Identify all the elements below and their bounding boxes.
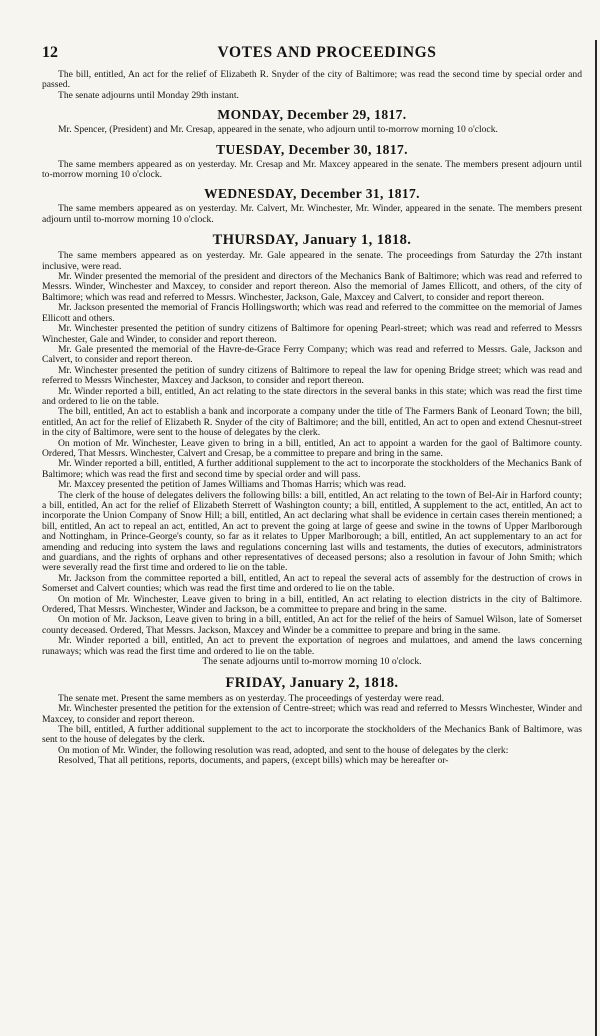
document-body [42, 70, 582, 767]
resolution-line: Resolved, That all petitions, reports, documents, and papers, (except bills) which may be hereafter or- [58, 756, 449, 767]
paragraph: On motion of Mr. Winder, the following resolution was read, adopted, and sent to the house of delegates by the clerk: [58, 744, 509, 756]
paragraph: The bill, entitled, An act to establish a bank and incorporate a company under the title of The Farmers Bank of Leonard Town; the bill, entitled, An act for the relief of Elizabeth R. Snyder of the city of Baltimore; and the bill, entitled, An act to open and extend Chesnut-street in the city of Baltimore, were sent to the house of delegates by the clerk. [42, 406, 582, 439]
paragraph: Mr. Jackson from the committee reported a bill, entitled, An act to repeal the several acts of assembly for the destruction of crows in Somerset and Calvert counties; which was read the first time and ordered to lie on the table. [42, 572, 582, 595]
date-heading: THURSDAY, January 1, 1818. [212, 232, 412, 249]
paragraph: Mr. Maxcey presented the petition of James Williams and Thomas Harris; which was read. [58, 479, 407, 491]
paragraph: Mr. Winder reported a bill, entitled, A further additional supplement to the act to incorporate the stockholders of the Mechanics Bank of Baltimore; which was read the first and second time by special order and will pass. [42, 458, 582, 480]
paragraph: Mr. Jackson presented the memorial of Francis Hollingsworth; which was read and referred to the committee on the memorial of James Ellicott and others. [42, 302, 582, 324]
paragraph: Mr. Winchester presented the petition of sundry citizens of Baltimore to repeal the law for opening Bridge street; which was read and referred to Messrs Winchester, Maxcey and Jackson, to consider and report thereon. [42, 364, 582, 387]
paragraph: The same members appeared as on yesterday. Mr. Calvert, Mr. Winchester, Mr. Winder, appeared in the senate. The members present adjourn until to-morrow morning 10 o'clock. [42, 203, 582, 225]
paragraph: The same members appeared as on yesterday. Mr. Cresap and Mr. Maxcey appeared in the senate. The members present adjourn until to-morrow morning 10 o'clock. [42, 158, 582, 181]
paragraph: The senate adjourns until Monday 29th instant. [58, 89, 239, 101]
paragraph: The clerk of the house of delegates delivers the following bills: a bill, entitled, An act relating to the town of Bel-Air in Harford county; a bill, entitled, An act for the relief of Elizabeth Sterrett of Washington county; a bill, entitled, A supplement to the act, entitled, An act to incorporate the Union Company of Snow Hill; a bill, entitled, An act declaring what shall be evidence in certain cases therein mentioned; a bill, entitled, An act to repeal an act, entitled, An act to prevent the going at large of geese and swine in the towns of Upper Marlborough and Nottingham, in Prince-George's county, so far as it relates to Upper Marlborough; a bill, entitled, An act supplementary to an act for amending and reducing into system the laws and regulations concerning last wills and testaments, the duties of executors, administrators and guardians, and the rights of orphans and other representatives of deceased persons; also a resolution in favour of John Smith; which were severally read the first time and ordered to lie on the table. [42, 489, 582, 574]
date-heading: MONDAY, December 29, 1817. [217, 107, 407, 123]
paragraph: Mr. Winchester presented the petition of sundry citizens of Baltimore for opening Pearl-street; which was read and referred to Messrs Winchester, Gale and Winder, to consider and report thereon. [42, 323, 582, 345]
paragraph: Mr. Winchester presented the petition for the extension of Centre-street; which was read and referred to Messrs Winchester, Winder and Maxcey, to consider and report thereon. [42, 703, 582, 725]
paragraph: Mr. Winder reported a bill, entitled, An act to prevent the exportation of negroes and mulattoes, and amend the laws concerning runaways; which was read the first time and ordered to lie on the table. [42, 635, 582, 657]
paragraph: Mr. Gale presented the memorial of the Havre-de-Grace Ferry Company; which was read and referred to Messrs. Gale, Jackson and Calvert, to consider and report thereon. [42, 343, 582, 366]
date-heading: TUESDAY, December 30, 1817. [216, 141, 408, 157]
paragraph: The bill, entitled, An act for the relief of Elizabeth R. Snyder of the city of Baltimore; was read the second time by special order and passed. [42, 69, 582, 91]
paragraph: The same members appeared as on yesterday. Mr. Gale appeared in the senate. The proceedings from Saturday the 27th instant inclusive, were read. [42, 250, 582, 272]
date-heading: FRIDAY, January 2, 1818. [225, 674, 399, 691]
date-heading: WEDNESDAY, December 31, 1817. [204, 186, 420, 202]
paragraph: On motion of Mr. Winchester, Leave given to bring in a bill, entitled, An act to appoint a warden for the gaol of Baltimore county. Ordered, That Messrs. Winchester, Calvert and Cresap, be a committee to prepare and bring in the same. [42, 437, 582, 459]
paragraph: Mr. Spencer, (President) and Mr. Cresap, appeared in the senate, who adjourn until to-morrow morning 10 o'clock. [58, 124, 498, 136]
paragraph: The senate met. Present the same members as on yesterday. The proceedings of yesterday were read. [58, 692, 444, 704]
paragraph: Mr. Winder presented the memorial of the president and directors of the Mechanics Bank of Baltimore; which was read and referred to Messrs. Winder, Winchester and Maxcey, to consider and report thereon. Also the memorial of James Ellicott, and others, of the city of Baltimore; which was read and referred to Messrs. Winchester, Jackson, Gale, Maxcey and Calvert, to consider and report thereon. [42, 271, 582, 303]
page-number: 12 [42, 44, 58, 61]
page-header [42, 44, 582, 66]
paragraph: On motion of Mr. Winchester, Leave given to bring in a bill, entitled, An act relating to election districts in the city of Baltimore. Ordered, That Messrs. Winchester, Winder and Jackson, be a committee to prepare and bring in the same. [42, 593, 582, 616]
running-title: VOTES AND PROCEEDINGS [217, 44, 437, 61]
binding-gutter [595, 40, 597, 1036]
paragraph: On motion of Mr. Jackson, Leave given to bring in a bill, entitled, An act for the relief of the heirs of Samuel Wilson, late of Somerset county deceased. Ordered, That Messrs. Jackson, Maxcey and Winder be a committee to prepare and bring in the same. [42, 614, 582, 636]
adjournment-line: The senate adjourns until to-morrow morning 10 o'clock. [202, 656, 422, 668]
paragraph: Mr. Winder reported a bill, entitled, An act relating to the state directors in the several banks in this state; which was read the first time and ordered to lie on the table. [42, 385, 582, 407]
paragraph: The bill, entitled, A further additional supplement to the act to incorporate the stockholders of the Mechanics Bank of Baltimore, was sent to the house of delegates by the clerk. [42, 723, 582, 746]
